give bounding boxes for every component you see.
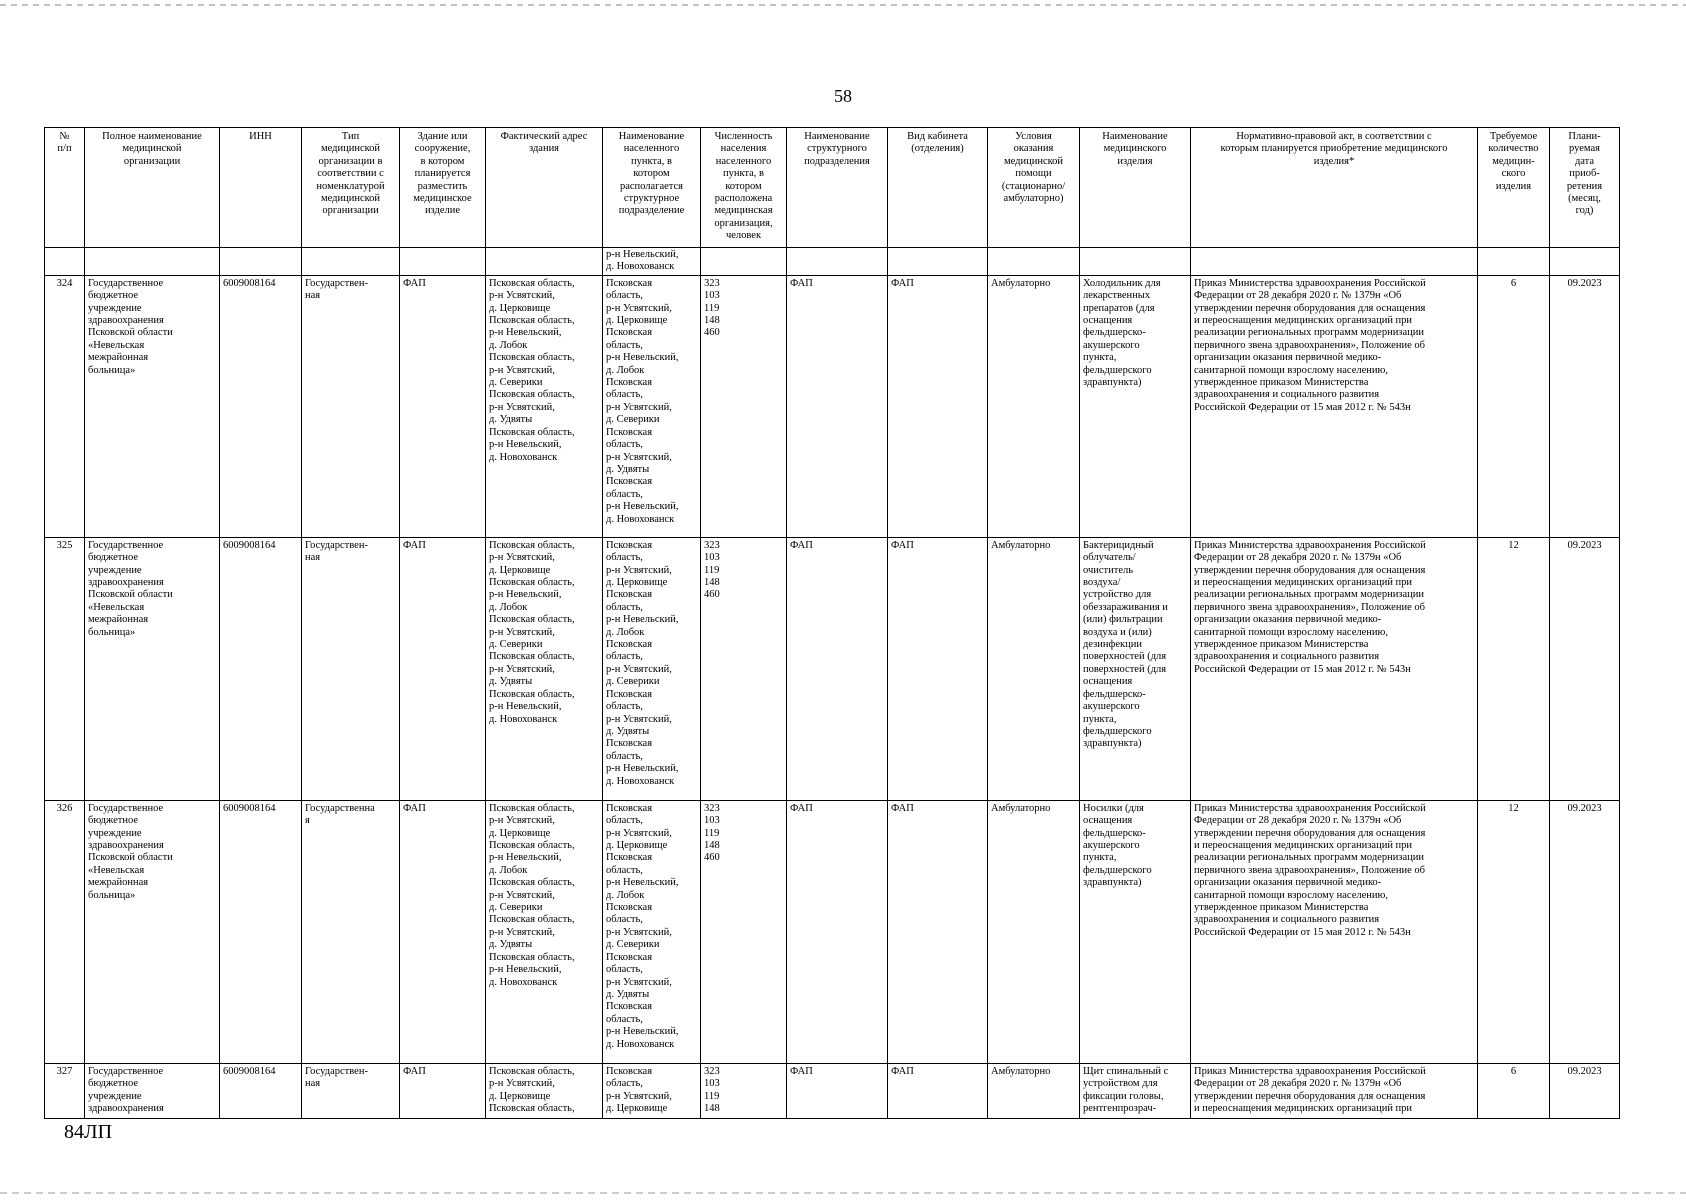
cell-conditions: Амбулаторно [988, 275, 1080, 537]
cell-conditions: Амбулаторно [988, 800, 1080, 1063]
cell-unit: ФАП [787, 1063, 888, 1118]
header-cabinet: Вид кабинета (отделения) [888, 128, 988, 248]
header-population: Численность населения населенного пункта, в котором расположена медицинская организация, человек [701, 128, 787, 248]
cell-date: 09.2023 [1550, 275, 1620, 537]
cell-population: 323 103 119 148 460 [701, 800, 787, 1063]
cell-type: Государствен- ная [302, 537, 400, 800]
cell-date: 09.2023 [1550, 537, 1620, 800]
cell-quantity: 12 [1478, 800, 1550, 1063]
cell-num: 324 [45, 275, 85, 537]
cell-inn: 6009008164 [220, 1063, 302, 1118]
cell-org: Государственное бюджетное учреждение здравоохранения [85, 1063, 220, 1118]
header-settlement: Наименование населенного пункта, в котором располагается структурное подразделение [603, 128, 701, 248]
cell-act: Приказ Министерства здравоохранения Российской Федерации от 28 декабря 2020 г. № 1379н «Об утверждении перечня оборудования для оснащения и переоснащения медицинских организаций при реализации региональных программ модернизации первичного звена здравоохранения», Положение об организации оказания первичной медико- санитарной помощи взрослому населению, утвержденное приказом Министерства здравоохранения и социального развития Российской Федерации от 15 мая 2012 г. № 543н [1191, 537, 1478, 800]
cell-act: Приказ Министерства здравоохранения Российской Федерации от 28 декабря 2020 г. № 1379н «Об утверждении перечня оборудования для оснащения и переоснащения медицинских организаций при [1191, 1063, 1478, 1118]
cell-address: Псковская область, р-н Усвятский, д. Церковище Псковская область, р-н Невельский, д. Лобок Псковская область, р-н Усвятский, д. Северики Псковская область, р-н Усвятский, д. Удвяты Псковская область, р-н Невельский, д. Новохованск [486, 800, 603, 1063]
cell-device: Холодильник для лекарственных препаратов (для оснащения фельдшерско- акушерского пункта, фельдшерского здравпункта) [1080, 275, 1191, 537]
cell-org: Государственное бюджетное учреждение здравоохранения Псковской области «Невельская межрайонная больница» [85, 800, 220, 1063]
cell-cabinet: ФАП [888, 537, 988, 800]
cell-inn: 6009008164 [220, 800, 302, 1063]
cell-cabinet: ФАП [888, 800, 988, 1063]
cell-device: Носилки (для оснащения фельдшерско- акушерского пункта, фельдшерского здравпункта) [1080, 800, 1191, 1063]
header-num: № п/п [45, 128, 85, 248]
cell-unit: ФАП [787, 800, 888, 1063]
page-number: 58 [834, 86, 852, 106]
cell-address: Псковская область, р-н Усвятский, д. Церковище Псковская область, [486, 1063, 603, 1118]
cell-settlement: Псковская область, р-н Усвятский, д. Церковище [603, 1063, 701, 1118]
cell-building: ФАП [400, 1063, 486, 1118]
continuation-row [45, 248, 1620, 276]
cell-type: Государствен- ная [302, 1063, 400, 1118]
cell-num: 326 [45, 800, 85, 1063]
cell-type: Государствен- ная [302, 275, 400, 537]
cell-device: Щит спинальный с устройством для фиксации головы, рентгенпрозрач- [1080, 1063, 1191, 1118]
cell-date: 09.2023 [1550, 1063, 1620, 1118]
equipment-table [44, 127, 1620, 1119]
cell-quantity: 12 [1478, 537, 1550, 800]
table-row [45, 275, 1620, 537]
cell-conditions: Амбулаторно [988, 537, 1080, 800]
header-org: Полное наименование медицинской организации [85, 128, 220, 248]
cell-quantity: 6 [1478, 1063, 1550, 1118]
cell-inn: 6009008164 [220, 537, 302, 800]
header-date: Плани- руемая дата приоб- ретения (месяц, год) [1550, 128, 1620, 248]
cell-cabinet: ФАП [888, 1063, 988, 1118]
cell-act: Приказ Министерства здравоохранения Российской Федерации от 28 декабря 2020 г. № 1379н «Об утверждении перечня оборудования для оснащения и переоснащения медицинских организаций при реализации региональных программ модернизации первичного звена здравоохранения», Положение об организации оказания первичной медико- санитарной помощи взрослому населению, утвержденное приказом Министерства здравоохранения и социального развития Российской Федерации от 15 мая 2012 г. № 543н [1191, 275, 1478, 537]
cell-cabinet: ФАП [888, 275, 988, 537]
scan-edge-top [0, 4, 1686, 6]
cell-building: ФАП [400, 800, 486, 1063]
header-conditions: Условия оказания медицинской помощи (стационарно/ амбулаторно) [988, 128, 1080, 248]
cell-act: Приказ Министерства здравоохранения Российской Федерации от 28 декабря 2020 г. № 1379н «Об утверждении перечня оборудования для оснащения и переоснащения медицинских организаций при реализации региональных программ модернизации первичного звена здравоохранения», Положение об организации оказания первичной медико- санитарной помощи взрослому населению, утвержденное приказом Министерства здравоохранения и социального развития Российской Федерации от 15 мая 2012 г. № 543н [1191, 800, 1478, 1063]
header-building: Здание или сооружение, в котором планируется разместить медицинское изделие [400, 128, 486, 248]
cell-unit: ФАП [787, 537, 888, 800]
cell-settlement: Псковская область, р-н Усвятский, д. Церковище Псковская область, р-н Невельский, д. Лобок Псковская область, р-н Усвятский, д. Северики Псковская область, р-н Усвятский, д. Удвяты Псковская область, р-н Невельский, д. Новохованск [603, 800, 701, 1063]
cell-unit: ФАП [787, 275, 888, 537]
header-inn: ИНН [220, 128, 302, 248]
header-address: Фактический адрес здания [486, 128, 603, 248]
continuation-settlement: р-н Невельский, д. Новохованск [603, 248, 701, 276]
document-code: 84ЛП [64, 1121, 113, 1143]
cell-org: Государственное бюджетное учреждение здравоохранения Псковской области «Невельская межрайонная больница» [85, 275, 220, 537]
scan-edge-bottom [0, 1192, 1686, 1194]
cell-building: ФАП [400, 537, 486, 800]
cell-population: 323 103 119 148 460 [701, 537, 787, 800]
cell-settlement: Псковская область, р-н Усвятский, д. Церковище Псковская область, р-н Невельский, д. Лобок Псковская область, р-н Усвятский, д. Северики Псковская область, р-н Усвятский, д. Удвяты Псковская область, р-н Невельский, д. Новохованск [603, 537, 701, 800]
header-device: Наименование медицинского изделия [1080, 128, 1191, 248]
table-row [45, 800, 1620, 1063]
cell-type: Государственна я [302, 800, 400, 1063]
header-quantity: Требуемое количество медицин- ского изделия [1478, 128, 1550, 248]
cell-num: 325 [45, 537, 85, 800]
table-header-row [45, 128, 1620, 248]
table-row [45, 537, 1620, 800]
header-type: Тип медицинской организации в соответствии с номенклатурой медицинской организации [302, 128, 400, 248]
cell-conditions: Амбулаторно [988, 1063, 1080, 1118]
cell-address: Псковская область, р-н Усвятский, д. Церковище Псковская область, р-н Невельский, д. Лобок Псковская область, р-н Усвятский, д. Северики Псковская область, р-н Усвятский, д. Удвяты Псковская область, р-н Невельский, д. Новохованск [486, 275, 603, 537]
cell-address: Псковская область, р-н Усвятский, д. Церковище Псковская область, р-н Невельский, д. Лобок Псковская область, р-н Усвятский, д. Северики Псковская область, р-н Усвятский, д. Удвяты Псковская область, р-н Невельский, д. Новохованск [486, 537, 603, 800]
cell-device: Бактерицидный облучатель/ очиститель воздуха/ устройство для обеззараживания и (или) фильтрации воздуха и (или) дезинфекции поверхностей (для поверхностей (для оснащения фельдшерско- акушерского пункта, фельдшерского здравпункта) [1080, 537, 1191, 800]
cell-population: 323 103 119 148 [701, 1063, 787, 1118]
header-unit: Наименование структурного подразделения [787, 128, 888, 248]
cell-building: ФАП [400, 275, 486, 537]
table-row [45, 1063, 1620, 1118]
cell-num: 327 [45, 1063, 85, 1118]
cell-org: Государственное бюджетное учреждение здравоохранения Псковской области «Невельская межрайонная больница» [85, 537, 220, 800]
cell-inn: 6009008164 [220, 275, 302, 537]
cell-quantity: 6 [1478, 275, 1550, 537]
header-act: Нормативно-правовой акт, в соответствии с которым планируется приобретение медицинского изделия* [1191, 128, 1478, 248]
cell-date: 09.2023 [1550, 800, 1620, 1063]
cell-settlement: Псковская область, р-н Усвятский, д. Церковище Псковская область, р-н Невельский, д. Лобок Псковская область, р-н Усвятский, д. Северики Псковская область, р-н Усвятский, д. Удвяты Псковская область, р-н Невельский, д. Новохованск [603, 275, 701, 537]
cell-population: 323 103 119 148 460 [701, 275, 787, 537]
